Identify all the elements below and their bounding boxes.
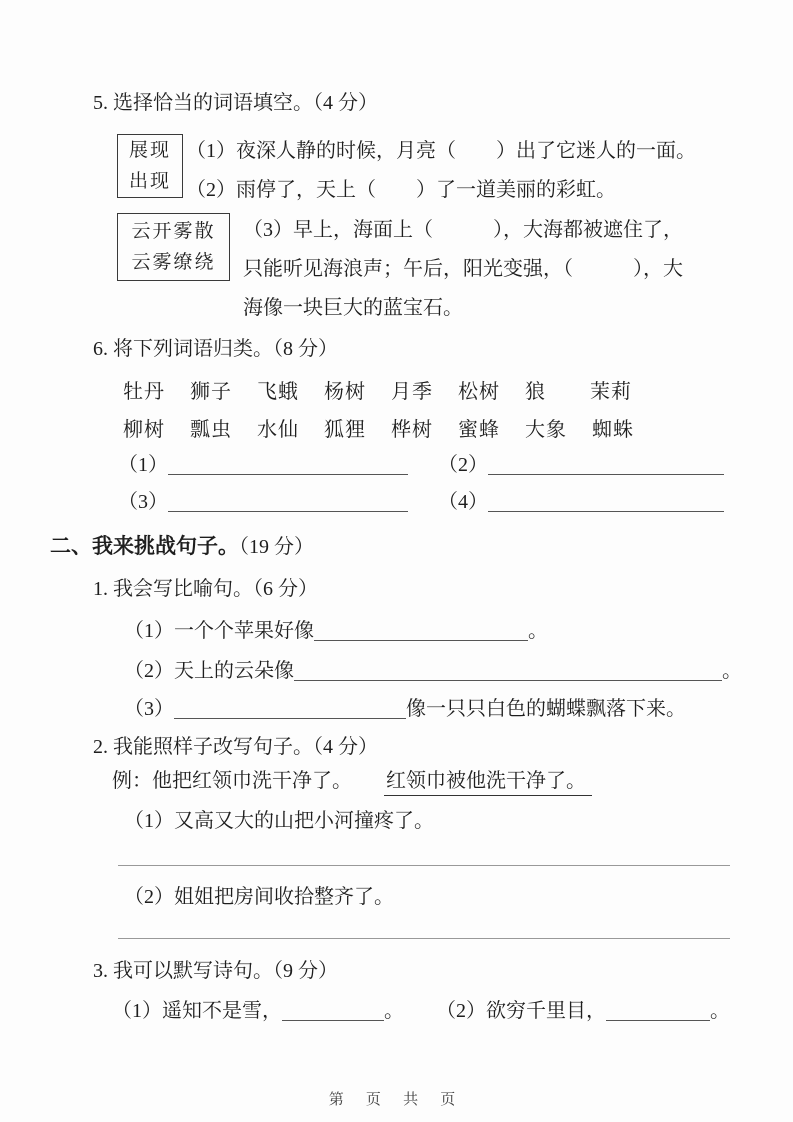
blank-label: （2） [438,454,488,476]
section-2-score: （19 分） [239,536,314,558]
question-5-item-1: （1）夜深人静的时候，月亮（ ）出了它迷人的一面。 [186,140,696,162]
section-2-header [50,530,314,560]
s2-question-3-title: 3. 我可以默写诗句。（9 分） [93,960,338,982]
simile-item-1-text: （1）一个个苹果好像 [124,620,314,642]
answer-line [118,938,730,939]
word-item: 茉莉 [590,381,632,403]
period: 。 [710,1000,730,1022]
simile-item-3-text: 像一只只白色的蝴蝶飘落下来。 [406,698,686,720]
classify-blank-3 [118,489,408,515]
blank-label: （3） [124,698,174,720]
answer-blank [168,491,408,512]
question-5-item-3-line-3: 海像一块巨大的蓝宝石。 [243,297,463,319]
word-list-row-1 [123,375,632,404]
word-bank-word: 云开雾散 [131,221,216,242]
period: 。 [528,620,548,642]
word-item: 月季 [391,381,433,403]
rewrite-example [112,768,592,794]
section-2-title: 二、我来挑战句子。 [50,535,239,558]
rewrite-example-answer: 红领巾被他洗干净了。 [384,770,592,796]
poem-items-row [112,998,730,1024]
word-bank-box-1 [117,134,183,198]
simile-item-2 [124,658,742,684]
word-bank-word: 云雾缭绕 [131,252,216,273]
rewrite-item-1: （1）又高又大的山把小河撞疼了。 [124,810,434,832]
word-item: 狐狸 [324,419,366,441]
blank-label: （3） [118,491,168,513]
word-item: 瓢虫 [190,419,232,441]
word-item: 蜘蛛 [592,419,634,441]
simile-item-2-text: （2）天上的云朵像 [124,660,294,682]
rewrite-item-2: （2）姐姐把房间收拾整齐了。 [124,886,394,908]
question-5-item-3-line-1: （3）早上，海面上（ ），大海都被遮住了， [243,219,683,241]
question-5-title: 5. 选择恰当的词语填空。（4 分） [93,92,378,114]
blank-label: （1） [118,454,168,476]
classify-blank-1 [118,452,408,478]
word-bank-box-2 [117,213,230,281]
rewrite-example-source: 例：他把红领巾洗干净了。 [112,770,352,792]
poem-item-2-text: （2）欲穷千里目， [436,1000,606,1022]
blank-label: （4） [438,491,488,513]
word-item: 狮子 [190,381,232,403]
page-footer: 第 页 共 页 [328,1091,465,1108]
word-bank-word: 展现 [128,140,171,161]
word-item: 水仙 [257,419,299,441]
answer-blank [606,1000,710,1021]
word-item: 桦树 [391,419,433,441]
classify-blank-2 [438,452,724,478]
answer-blank [488,491,724,512]
classify-blank-4 [438,489,724,515]
simile-item-3 [124,696,686,722]
question-5-item-3-line-2: 只能听见海浪声；午后，阳光变强，（ ），大 [243,258,683,280]
s2-question-1-title: 1. 我会写比喻句。（6 分） [93,578,318,600]
word-item: 大象 [525,419,567,441]
word-list-row-2 [123,413,634,442]
question-5-item-2: （2）雨停了，天上（ ）了一道美丽的彩虹。 [186,179,616,201]
question-6-title: 6. 将下列词语归类。（8 分） [93,338,338,360]
word-item: 牡丹 [123,381,165,403]
answer-blank [282,1000,384,1021]
answer-blank [174,698,406,719]
s2-question-2-title: 2. 我能照样子改写句子。（4 分） [93,736,378,758]
word-item: 松树 [458,381,500,403]
answer-blank [294,660,722,681]
period: 。 [384,1000,404,1022]
word-item: 狼 [525,381,546,403]
word-item: 飞蛾 [257,381,299,403]
word-item: 蜜蜂 [458,419,500,441]
period: 。 [722,660,742,682]
answer-blank [168,454,408,475]
poem-item-1-text: （1）遥知不是雪， [112,1000,282,1022]
answer-blank [488,454,724,475]
word-bank-word: 出现 [128,171,171,192]
word-item: 柳树 [123,419,165,441]
answer-blank [314,620,528,641]
word-item: 杨树 [324,381,366,403]
answer-line [118,865,730,866]
simile-item-1 [124,618,548,644]
